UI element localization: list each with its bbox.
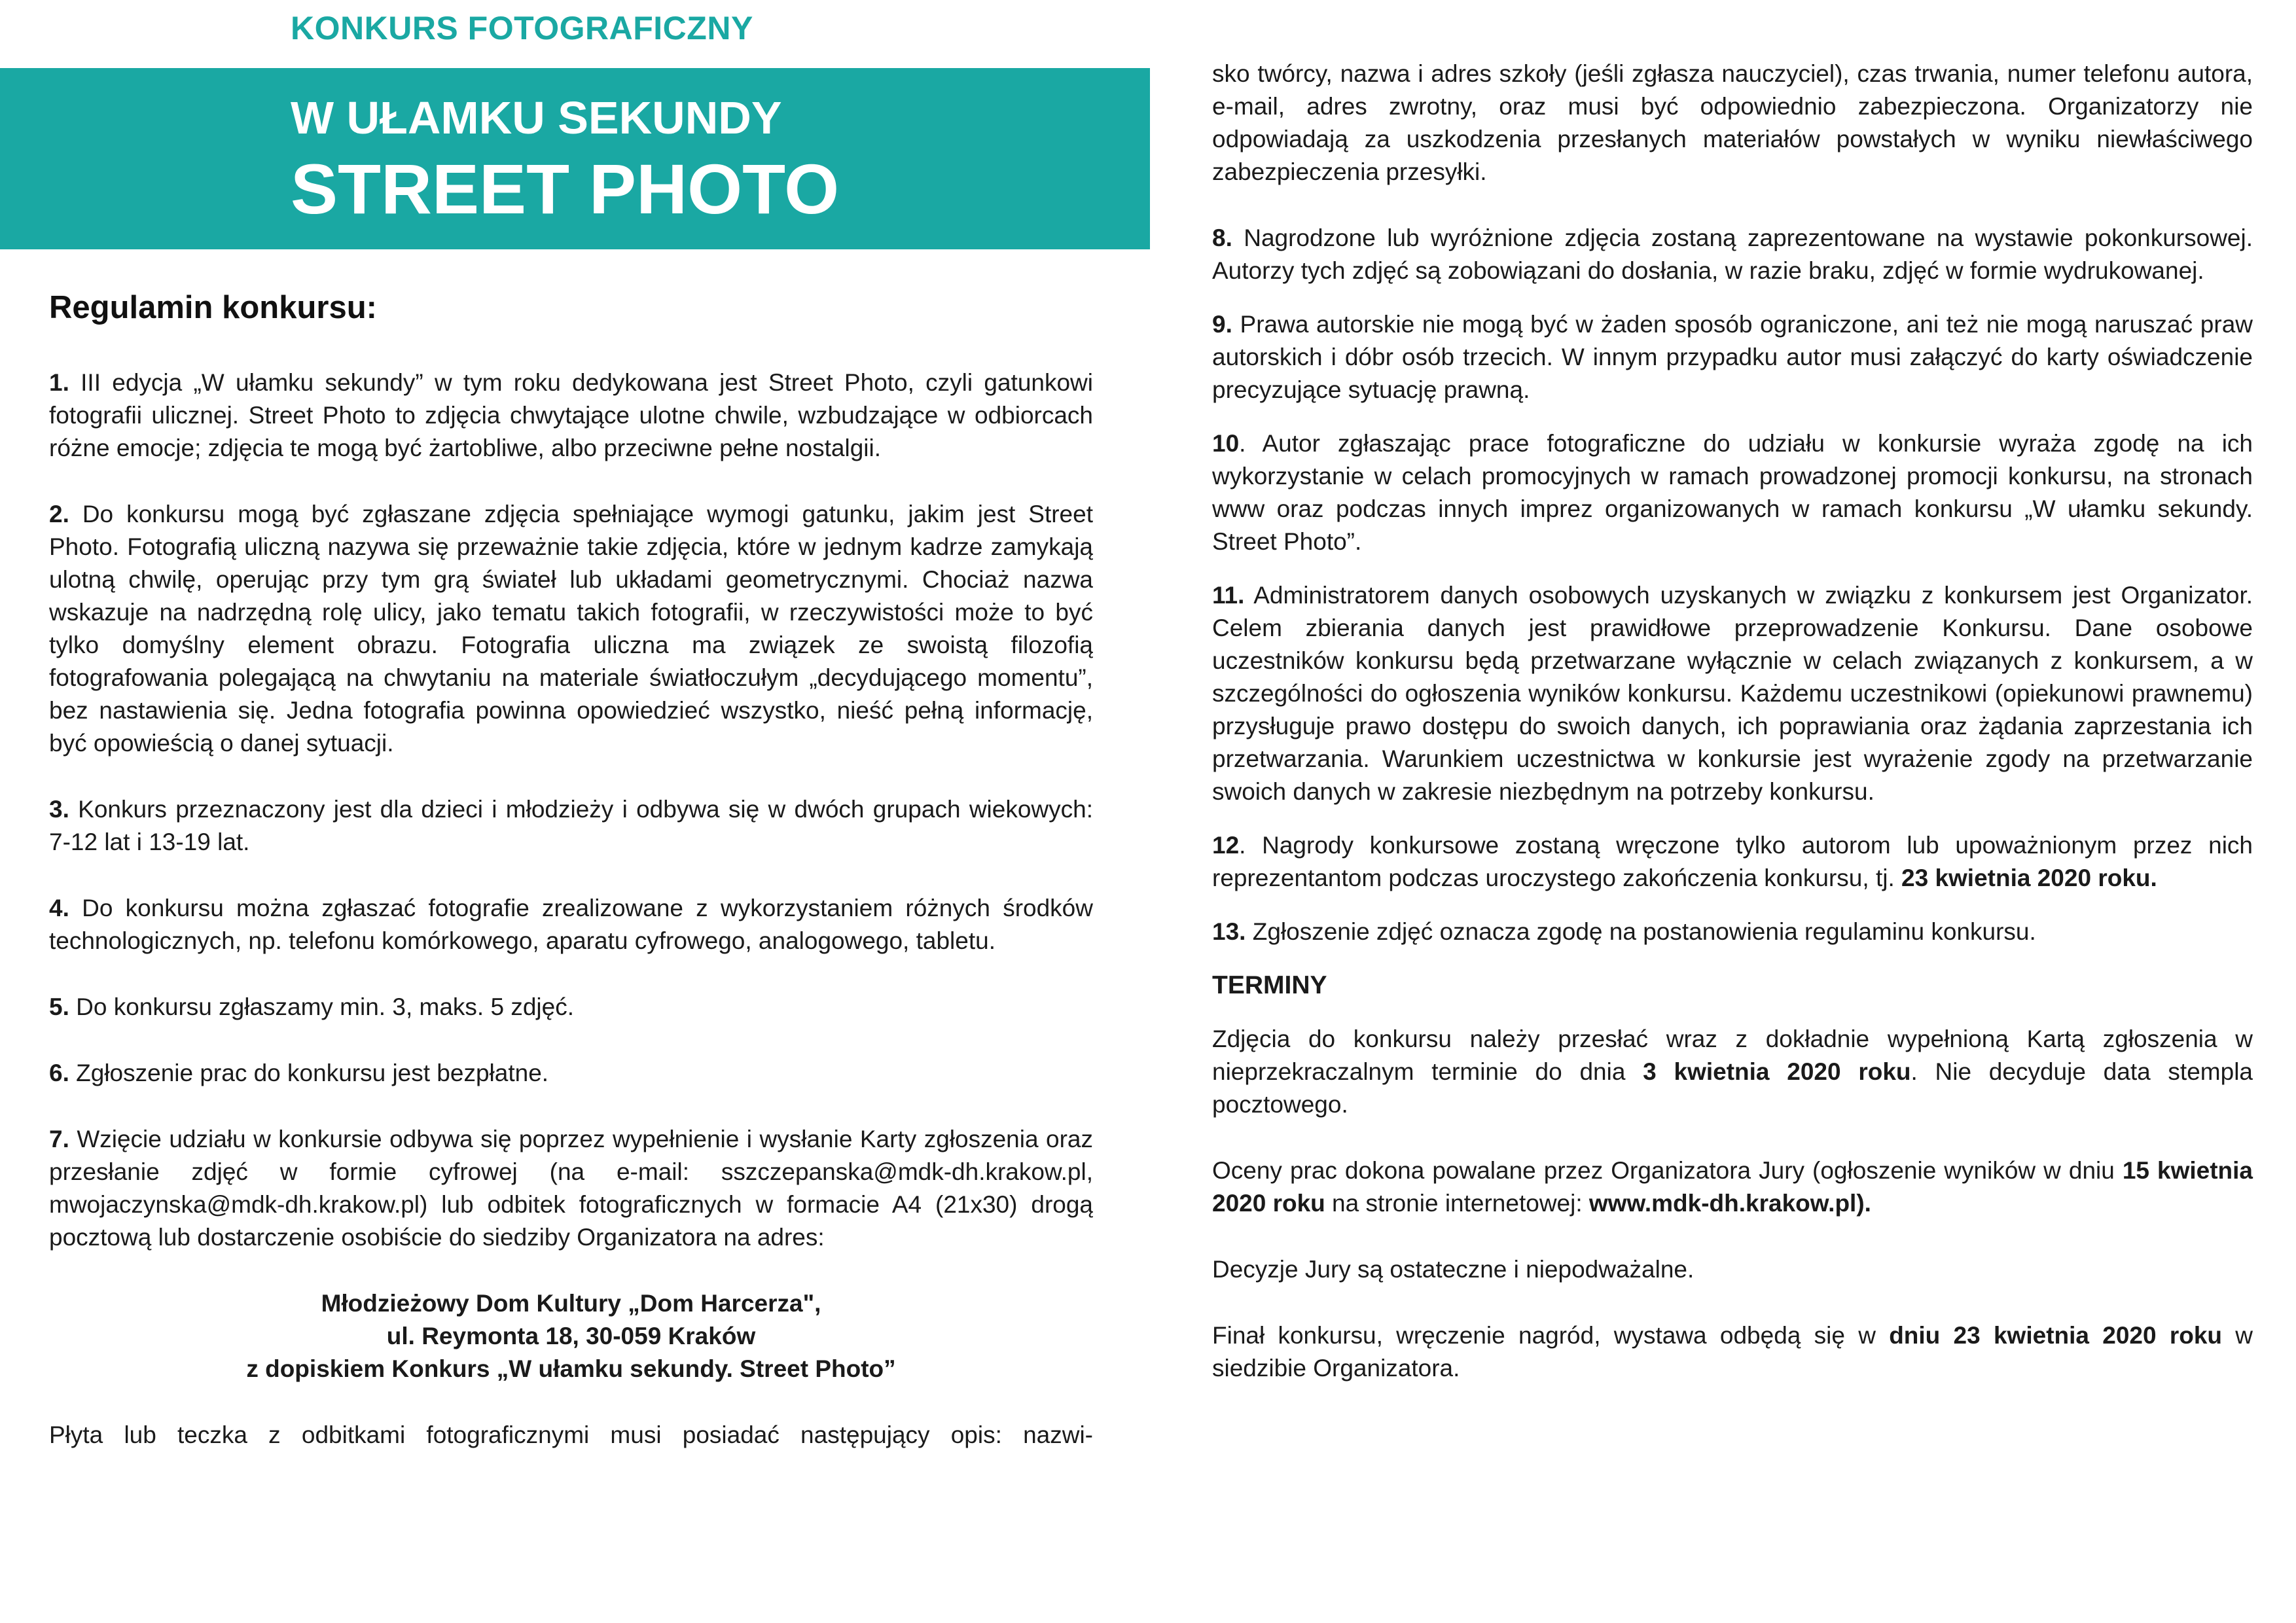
term-jury	[1212, 1154, 2253, 1220]
rule-number: 9.	[1212, 311, 1232, 338]
rule-2	[49, 498, 1093, 760]
rule-text: Nagrodzone lub wyróżnione zdjęcia zostaną zaprezentowane na wystawie pokonkursowej. Autorzy tych zdjęć są zobowiązani do dosłania, w razie braku, zdjęć w formie wydrukowanej.	[1212, 224, 2253, 284]
rule-9	[1212, 308, 2253, 406]
banner-title-line1: W UŁAMKU SEKUNDY	[291, 92, 782, 143]
website-link[interactable]: www.mdk-dh.krakow.pl).	[1588, 1190, 1871, 1217]
rule-5	[49, 991, 1093, 1024]
rule-number: 2.	[49, 501, 69, 527]
term-text: w siedzibie Organizatora.	[1212, 1322, 2253, 1382]
rule-text: III edycja „W ułamku sekundy” w tym roku dedykowana jest Street Photo, czyli gatunkowi fotografii ulicznej. Street Photo to zdjęcia chwytające ulotne chwile, wzbudzające w odbiorcach różne emocje; zdjęcia te mogą być żartobliwe, albo przeciwne pełne nostalgii.	[49, 369, 1093, 461]
organizer-address	[49, 1287, 1093, 1385]
banner-title-line2: STREET PHOTO	[291, 149, 840, 228]
term-final	[1212, 1319, 2253, 1385]
address-line: z dopiskiem Konkurs „W ułamku sekundy. Street Photo”	[246, 1355, 896, 1382]
rule-text: . Autor zgłaszając prace fotograficzne do udziału w konkursie wyraża zgodę na ich wykorzystanie w celach promocyjnych w ramach prowadzonej promocji konkursu, na stronach www oraz podczas innych imprez organizowanych w ramach konkursu „W ułamku sekundy. Street Photo”.	[1212, 430, 2253, 555]
rule-number: 5.	[49, 993, 69, 1020]
disc-description-start: Płyta lub teczka z odbitkami fotograficznymi musi posiadać następujący opis: nazwi-	[49, 1421, 1093, 1448]
results-date: 15 kwietnia 2020 roku	[1212, 1157, 2253, 1217]
rule-number: 3.	[49, 796, 69, 823]
rule-10	[1212, 427, 2253, 558]
rule-4	[49, 892, 1093, 957]
rule-8	[1212, 222, 2253, 287]
rule-number: 6.	[49, 1060, 69, 1086]
final-date: dniu 23 kwietnia 2020 roku	[1889, 1322, 2223, 1349]
rule-number: 11.	[1212, 582, 1245, 609]
rule-text: Konkurs przeznaczony jest dla dzieci i młodzieży i odbywa się w dwóch grupach wiekowych: 7-12 lat i 13-19 lat.	[49, 796, 1093, 855]
rule-number: 13.	[1212, 918, 1246, 945]
rule-1	[49, 366, 1093, 465]
rules-heading: Regulamin konkursu:	[49, 290, 377, 325]
rule-text: Wzięcie udziału w konkursie odbywa się poprzez wypełnienie i wysłanie Karty zgłoszenia oraz przesłanie zdjęć w formie cyfrowej (na e-mail: sszczepanska@mdk-dh.krakow.pl, mwojaczynska@mdk-dh.krakow.pl) lub odbitek fotograficznych w formacie A4 (21x30) drogą pocztową lub dostarczenie osobiście do siedziby Organizatora na adres:	[49, 1126, 1093, 1251]
rule-text: Do konkursu mogą być zgłaszane zdjęcia spełniające wymogi gatunku, jakim jest Street Photo. Fotografią uliczną nazywa się przeważnie takie zdjęcia, które w jednym kadrze zamykają ulotną chwilę, operując przy tym grą świateł lub układami geometrycznymi. Chociaż nazwa wskazuje na nadrzędną rolę ulicy, jako tematu takich fotografii, w rzeczywistości może to być tylko domyślny element obrazu. Fotografia uliczna ma związek ze swoistą filozofią fotografowania polegającą na chwytaniu na materiale światłoczułym „decydującego momentu”, bez nastawienia się. Jedna fotografia powinna opowiedzieć wszystko, nieść pełną informację, być opowieścią o danej sytuacji.	[49, 501, 1093, 757]
right-column	[1212, 58, 2253, 1418]
term-text: . Nie decyduje data stempla pocztowego.	[1212, 1058, 2253, 1118]
rule-text: Zgłoszenie zdjęć oznacza zgodę na postanowienia regulaminu konkursu.	[1246, 918, 2036, 945]
address-line: Młodzieżowy Dom Kultury „Dom Harcerza",	[321, 1290, 821, 1317]
term-decisions: Decyzje Jury są ostateczne i niepodważalne.	[1212, 1256, 1695, 1283]
term-submission	[1212, 1023, 2253, 1121]
term-text: Finał konkursu, wręczenie nagród, wystawa odbędą się w	[1212, 1322, 1890, 1349]
rule-text: Do konkursu można zgłaszać fotografie zrealizowane z wykorzystaniem różnych środków technologicznych, np. telefonu komórkowego, aparatu cyfrowego, analogowego, tabletu.	[49, 895, 1093, 954]
rule-number: 1.	[49, 369, 69, 396]
rule-6	[49, 1057, 1093, 1090]
rule-12	[1212, 829, 2253, 895]
rule-11	[1212, 579, 2253, 808]
rule-text: Prawa autorskie nie mogą być w żaden sposób ograniczone, ani też nie mogą naruszać praw autorskich i dóbr osób trzecich. W innym przypadku autor musi załączyć do karty oświadczenie precyzujące sytuację prawną.	[1212, 311, 2253, 403]
rule-text: Administratorem danych osobowych uzyskanych w związku z konkursem jest Organizator. Celem zbierania danych jest prawidłowe przeprowadzenie Konkursu. Dane osobowe uczestników konkursu będą przetwarzane wyłącznie w celach związanych z konkursem, a w szczególności do ogłoszenia wyników konkursu. Każdemu uczestnikowi (opiekunowi prawnemu) przysługuje prawo dostępu do swoich danych, ich poprawiania oraz żądania zaprzestania ich przetwarzania. Warunkiem uczestnictwa w konkursie jest wyrażenie zgody na przetwarzanie swoich danych w zakresie niezbędnym na potrzeby konkursu.	[1212, 582, 2253, 805]
rule-3	[49, 793, 1093, 859]
rule-number: 8.	[1212, 224, 1232, 251]
disc-description-continued: sko twórcy, nazwa i adres szkoły (jeśli zgłasza nauczyciel), czas trwania, numer telefonu autora, e-mail, adres zwrotny, oraz musi być odpowiednio zabezpieczona. Organizatorzy nie odpowiadają za uszkodzenia przesłanych materiałów powstałych w wyniku niewłaściwego zabezpieczenia przesyłki.	[1212, 60, 2253, 185]
rule-number: 4.	[49, 895, 69, 921]
rule-number: 7.	[49, 1126, 69, 1152]
rule-text: Zgłoszenie prac do konkursu jest bezpłatne.	[69, 1060, 549, 1086]
rule-13	[1212, 916, 2253, 948]
address-line: ul. Reymonta 18, 30-059 Kraków	[386, 1323, 756, 1349]
rule-text: . Nagrody konkursowe zostaną wręczone tylko autorom lub upoważnionym przez nich reprezentantom podczas uroczystego zakończenia konkursu, tj.	[1212, 832, 2253, 891]
submission-deadline: 3 kwietnia 2020 roku	[1643, 1058, 1911, 1085]
rule-number: 12	[1212, 832, 1240, 859]
left-column	[49, 288, 1093, 1485]
terms-heading: TERMINY	[1212, 971, 1327, 999]
award-date: 23 kwietnia 2020 roku.	[1901, 865, 2157, 891]
rule-text: Do konkursu zgłaszamy min. 3, maks. 5 zdjęć.	[69, 993, 574, 1020]
term-text: Zdjęcia do konkursu należy przesłać wraz z dokładnie wypełnioną Kartą zgłoszenia w nieprzekraczalnym terminie do dnia	[1212, 1026, 2253, 1085]
term-text: Oceny prac dokona powalane przez Organizatora Jury (ogłoszenie wyników w dniu	[1212, 1157, 2123, 1184]
term-text: na stronie internetowej:	[1325, 1190, 1589, 1217]
rule-7	[49, 1123, 1093, 1254]
title-banner	[0, 68, 1150, 249]
contest-kicker: KONKURS FOTOGRAFICZNY	[291, 10, 753, 46]
rule-number: 10	[1212, 430, 1240, 457]
